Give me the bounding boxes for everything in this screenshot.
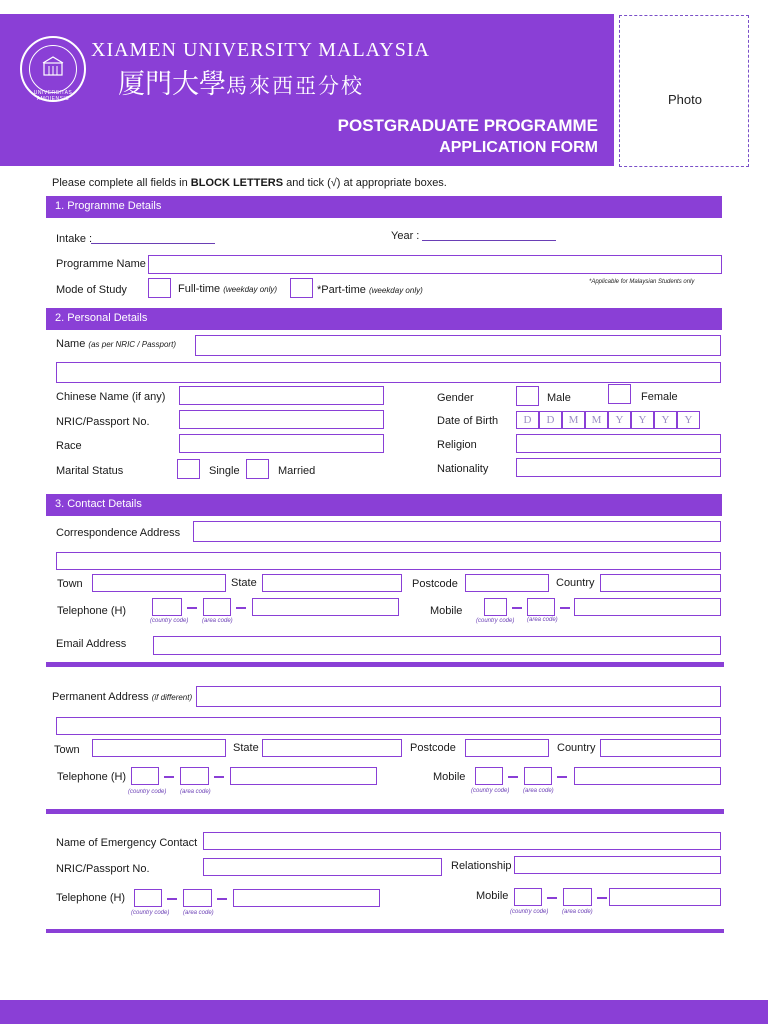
single-checkbox[interactable]	[177, 459, 200, 479]
year-label: Year :	[391, 230, 420, 242]
area-code-hint: (area code)	[180, 789, 211, 795]
permanent-telephone-number-input[interactable]	[230, 767, 377, 785]
permanent-telephone-country-code-input[interactable]	[131, 767, 159, 785]
permanent-mobile-label: Mobile	[433, 771, 466, 783]
dash-separator	[236, 607, 246, 609]
dob-cell[interactable]: M	[562, 411, 585, 429]
dash-separator	[597, 897, 607, 899]
country-code-hint: (country code)	[131, 910, 170, 916]
university-name-chinese-main: 厦門大學	[118, 69, 226, 100]
dob-cell[interactable]: D	[539, 411, 562, 429]
nationality-label: Nationality	[437, 463, 489, 475]
mobile-country-code-input[interactable]	[484, 598, 507, 616]
telephone-area-code-input[interactable]	[203, 598, 231, 616]
male-label: Male	[547, 392, 571, 404]
emergency-mobile-area-code-input[interactable]	[563, 888, 592, 906]
permanent-mobile-number-input[interactable]	[574, 767, 721, 785]
nric-input[interactable]	[179, 410, 384, 429]
fulltime-label: Full-time	[178, 283, 221, 295]
dob-cell[interactable]: Y	[631, 411, 654, 429]
mobile-number-input[interactable]	[574, 598, 721, 616]
dob-cell[interactable]: D	[516, 411, 539, 429]
photo-label: Photo	[668, 92, 702, 107]
programme-name-label: Programme Name	[56, 258, 146, 270]
country-code-hint: (country code)	[471, 788, 510, 794]
dash-separator	[167, 898, 177, 900]
section-title-contact: 3. Contact Details	[55, 498, 142, 510]
emergency-telephone-country-code-input[interactable]	[134, 889, 162, 907]
dash-separator	[547, 897, 557, 899]
section-header-contact	[46, 494, 722, 516]
chinese-name-input[interactable]	[179, 386, 384, 405]
marital-status-label: Marital Status	[56, 465, 124, 477]
mobile-area-code-input[interactable]	[527, 598, 555, 616]
seal-emblem-icon	[41, 55, 65, 79]
dob-label: Date of Birth	[437, 415, 499, 427]
male-checkbox[interactable]	[516, 386, 539, 406]
dash-separator	[164, 776, 174, 778]
postcode-input[interactable]	[465, 574, 549, 592]
emergency-mobile-number-input[interactable]	[609, 888, 721, 906]
country-code-hint: (country code)	[150, 618, 189, 624]
town-label: Town	[57, 578, 83, 590]
name-input-line1[interactable]	[195, 335, 721, 356]
dob-cell[interactable]: Y	[654, 411, 677, 429]
section-divider	[46, 662, 724, 667]
country-code-hint: (country code)	[128, 789, 167, 795]
fulltime-checkbox[interactable]	[148, 278, 171, 298]
town-input[interactable]	[92, 574, 226, 592]
married-label: Married	[278, 465, 316, 477]
university-name-chinese	[118, 62, 364, 101]
intake-label: Intake :	[56, 233, 93, 245]
programme-name-input[interactable]	[148, 255, 722, 274]
parttime-note: (weekday only)	[368, 286, 423, 295]
permanent-telephone-area-code-input[interactable]	[180, 767, 209, 785]
area-code-hint: (area code)	[527, 617, 558, 623]
instructions-post: and tick (√) at appropriate boxes.	[283, 177, 447, 189]
emergency-nric-label: NRIC/Passport No.	[56, 863, 150, 875]
parttime-option	[317, 284, 423, 296]
mobile-label: Mobile	[430, 605, 463, 617]
telephone-number-input[interactable]	[252, 598, 399, 616]
permanent-postcode-label: Postcode	[410, 742, 456, 754]
section-title-personal: 2. Personal Details	[55, 312, 148, 324]
telephone-label: Telephone (H)	[57, 605, 127, 617]
dash-separator	[187, 607, 197, 609]
emergency-contact-name-label: Name of Emergency Contact	[56, 837, 198, 849]
dash-separator	[557, 776, 567, 778]
religion-input[interactable]	[516, 434, 721, 453]
permanent-state-input[interactable]	[262, 739, 402, 757]
permanent-address-label	[52, 691, 192, 703]
name-note: (as per NRIC / Passport)	[88, 340, 176, 349]
nric-label: NRIC/Passport No.	[56, 416, 150, 428]
nationality-input[interactable]	[516, 458, 721, 477]
single-label: Single	[209, 465, 240, 477]
malaysian-footnote: *Applicable for Malaysian Students only	[589, 279, 695, 285]
married-checkbox[interactable]	[246, 459, 269, 479]
intake-field[interactable]	[91, 243, 215, 244]
email-address-label: Email Address	[56, 638, 127, 650]
dash-separator	[512, 607, 522, 609]
parttime-label: *Part-time	[317, 284, 366, 296]
instructions-bold: BLOCK LETTERS	[190, 177, 284, 189]
permanent-address-label-text: Permanent Address	[52, 691, 149, 703]
fulltime-note: (weekday only)	[223, 285, 278, 294]
name-label-text: Name	[56, 338, 86, 350]
emergency-telephone-label: Telephone (H)	[56, 892, 126, 904]
country-label: Country	[556, 577, 595, 589]
seal-text: UNIVERSITAS AMOIENSIS	[33, 90, 73, 102]
dash-separator	[214, 776, 224, 778]
university-name-chinese-sub: 馬來西亞分校	[226, 74, 364, 98]
instructions-pre: Please complete all fields in	[52, 177, 191, 189]
name-label	[56, 338, 176, 350]
permanent-mobile-country-code-input[interactable]	[475, 767, 503, 785]
permanent-state-label: State	[233, 742, 259, 754]
dash-separator	[217, 898, 227, 900]
race-input[interactable]	[179, 434, 384, 453]
form-title-line2: APPLICATION FORM	[439, 139, 598, 156]
emergency-mobile-label: Mobile	[476, 890, 509, 902]
year-field[interactable]	[422, 240, 556, 241]
emergency-telephone-area-code-input[interactable]	[183, 889, 212, 907]
form-title-line1: POSTGRADUATE PROGRAMME	[337, 116, 598, 135]
emergency-contact-name-input[interactable]	[203, 832, 721, 850]
area-code-hint: (area code)	[183, 910, 214, 916]
correspondence-address-label: Correspondence Address	[56, 527, 181, 539]
female-label: Female	[641, 391, 678, 403]
dob-cell[interactable]: Y	[608, 411, 631, 429]
area-code-hint: (area code)	[202, 618, 233, 624]
postcode-label: Postcode	[412, 578, 458, 590]
photo-box[interactable]	[619, 15, 749, 167]
permanent-address-note: (if different)	[151, 693, 193, 702]
permanent-country-input[interactable]	[600, 739, 721, 757]
religion-label: Religion	[437, 439, 477, 451]
state-input[interactable]	[262, 574, 402, 592]
chinese-name-label: Chinese Name (if any)	[56, 391, 166, 403]
dob-cell[interactable]: Y	[677, 411, 700, 429]
country-input[interactable]	[600, 574, 721, 592]
section-header-personal	[46, 308, 722, 330]
country-code-hint: (country code)	[510, 909, 549, 915]
footer-bar	[0, 1000, 768, 1024]
fulltime-option	[178, 283, 277, 295]
university-seal-logo	[20, 36, 86, 102]
dob-input[interactable]	[516, 411, 702, 429]
parttime-checkbox[interactable]	[290, 278, 313, 298]
email-address-input[interactable]	[153, 636, 721, 655]
section-header-programme	[46, 196, 722, 218]
permanent-town-input[interactable]	[92, 739, 226, 757]
country-code-hint: (country code)	[476, 618, 515, 624]
section-divider	[46, 929, 724, 933]
name-input-line2[interactable]	[56, 362, 721, 383]
relationship-label: Relationship	[451, 860, 512, 872]
correspondence-address-line1[interactable]	[193, 521, 721, 542]
permanent-address-line1[interactable]	[196, 686, 721, 707]
instructions	[52, 177, 447, 189]
area-code-hint: (area code)	[562, 909, 593, 915]
section-title-programme: 1. Programme Details	[55, 200, 162, 212]
permanent-town-label: Town	[54, 744, 80, 756]
permanent-telephone-label: Telephone (H)	[57, 771, 127, 783]
section-divider	[46, 809, 724, 814]
emergency-nric-input[interactable]	[203, 858, 442, 876]
dob-cell[interactable]: M	[585, 411, 608, 429]
state-label: State	[231, 577, 257, 589]
area-code-hint: (area code)	[523, 788, 554, 794]
permanent-postcode-input[interactable]	[465, 739, 549, 757]
university-name-english: XIAMEN UNIVERSITY MALAYSIA	[91, 39, 430, 61]
dash-separator	[508, 776, 518, 778]
race-label: Race	[56, 440, 82, 452]
telephone-country-code-input[interactable]	[152, 598, 182, 616]
permanent-mobile-area-code-input[interactable]	[524, 767, 552, 785]
gender-label: Gender	[437, 392, 474, 404]
emergency-mobile-country-code-input[interactable]	[514, 888, 542, 906]
permanent-country-label: Country	[557, 742, 596, 754]
permanent-address-line2[interactable]	[56, 717, 721, 735]
female-checkbox[interactable]	[608, 384, 631, 404]
dash-separator	[560, 607, 570, 609]
emergency-telephone-number-input[interactable]	[233, 889, 380, 907]
correspondence-address-line2[interactable]	[56, 552, 721, 570]
relationship-input[interactable]	[514, 856, 721, 874]
mode-of-study-label: Mode of Study	[56, 284, 127, 296]
